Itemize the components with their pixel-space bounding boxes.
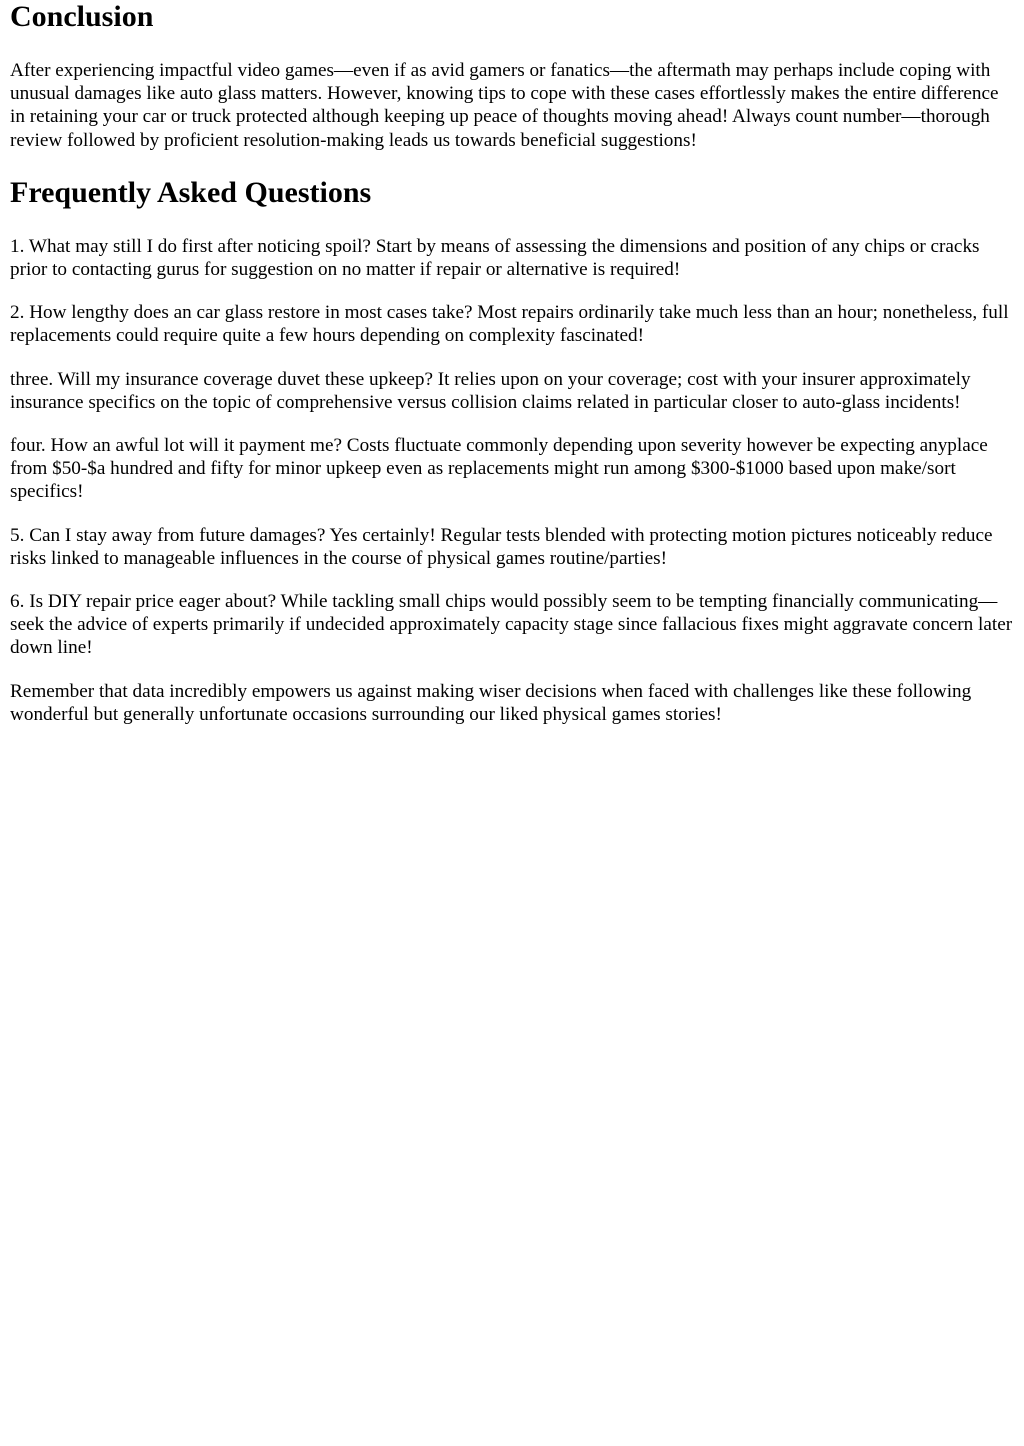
faq-item-5: 5. Can I stay away from future damages? Yes certainly! Regular tests blended with protecting motion pictures noticeably reduce risks linked to manageable influences in the course of physical games routine/parties! <box>10 524 993 569</box>
faq-item-4: four. How an awful lot will it payment me? Costs fluctuate commonly depending upon severity however be expecting anyplace from $50-$a hundred and fifty for minor upkeep even as replacements might run among $300-$1000 based upon make/sort specifics! <box>10 435 988 503</box>
faq-item-3: three. Will my insurance coverage duvet these upkeep? It relies upon on your coverage; cost with your insurer approximately insurance specifics on the topic of comprehensive versus collision claims related in particular closer to auto-glass incidents! <box>10 368 971 413</box>
faq-item-2: 2. How lengthy does an car glass restore in most cases take? Most repairs ordinarily take much less than an hour; nonetheless, full replacements could require quite a few hours depending on complexity fascinated! <box>10 302 1009 347</box>
closing-paragraph: Remember that data incredibly empowers us against making wiser decisions when faced with challenges like these following wonderful but generally unfortunate occasions surrounding our liked physical games stories! <box>10 680 972 725</box>
faq-heading: Frequently Asked Questions <box>10 175 372 209</box>
faq-item-1: 1. What may still I do first after noticing spoil? Start by means of assessing the dimensions and position of any chips or cracks prior to contacting gurus for suggestion on no matter if repair or alternative is required! <box>10 235 980 281</box>
conclusion-heading: Conclusion <box>10 0 154 33</box>
faq-item-6: 6. Is DIY repair price eager about? While tackling small chips would possibly seem to be tempting financially communicating—seek the advice of experts primarily if undecided approximately capacity stage since fallacious fixes might aggravate concern later down line! <box>10 591 1013 659</box>
conclusion-paragraph: After experiencing impactful video games—even if as avid gamers or fanatics—the aftermath may perhaps include coping with unusual damages like auto glass matters. However, knowing tips to cope with these cases effortlessly makes the entire difference in retaining your car or truck protected although keeping up peace of thoughts moving ahead! Always count number—thorough review followed by proficient resolution-making leads us towards beneficial suggestions! <box>10 60 999 151</box>
